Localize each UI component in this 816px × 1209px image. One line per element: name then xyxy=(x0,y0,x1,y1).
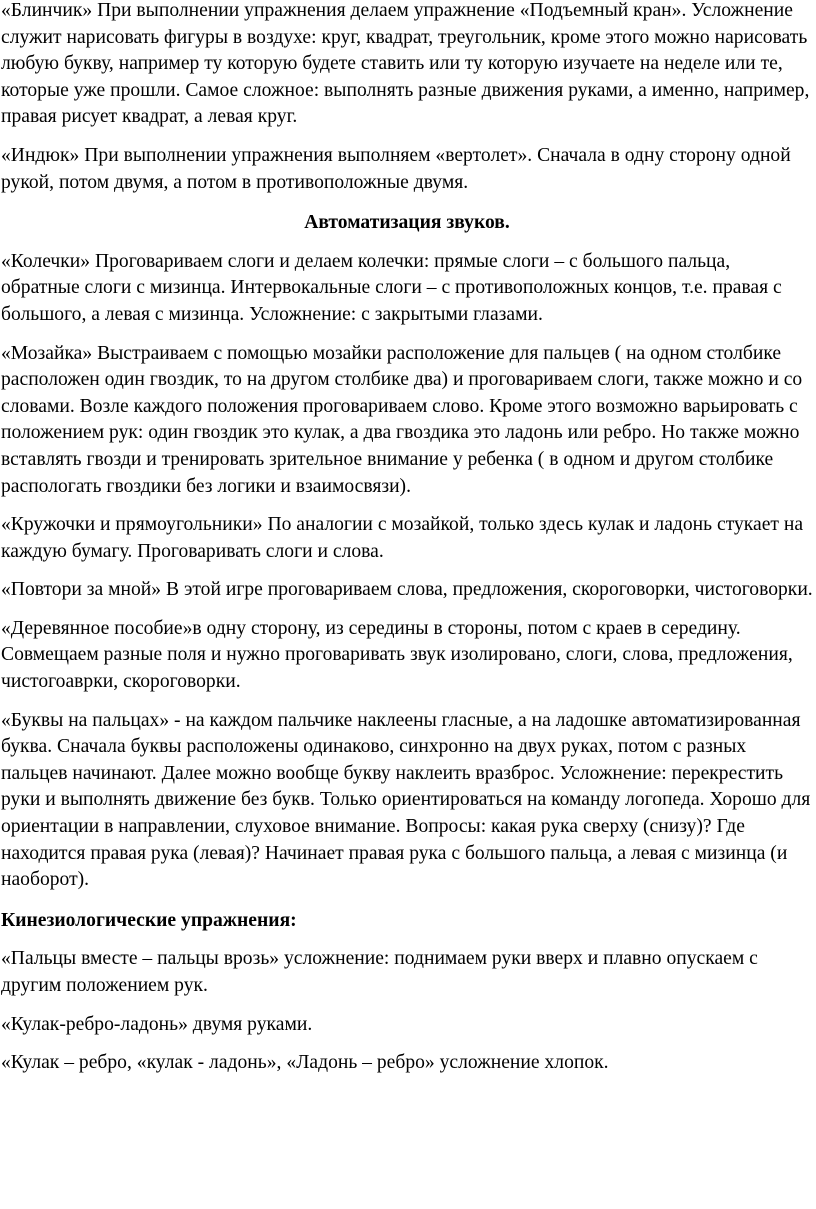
section-heading-kinesiology: Кинезиологические упражнения: xyxy=(1,909,297,931)
paragraph-bukvy: «Буквы на пальцах» - на каждом пальчике наклеены гласные, а на ладошке автоматизированная буква. Сначала буквы расположены одинаково, синхронно на двух руках, потом с разных пальцев начинают. Далее можно вообще букву наклеить вразброс. Усложнение: перекрестить руки и выполнять движение без букв. Только ориентироваться на команду логопеда. Хорошо для ориентации в направлении, слуховое внимание. Вопросы: какая рука сверху (снизу)? Где находится правая рука (левая)? Начинает правая рука с большого пальца, а левая с мизинца (и наоборот). xyxy=(1,709,811,891)
paragraph-indyuk: «Индюк» При выполнении упражнения выполняем «вертолет». Сначала в одну сторону одной рукой, потом двумя, а потом в противоположные двумя. xyxy=(1,144,791,193)
paragraph-kolechki: «Колечки» Проговариваем слоги и делаем колечки: прямые слоги – с большого пальца, обратные слоги с мизинца. Интервокальные слоги – с противоположных концов, т.е. правая с большого, а левая с мизинца. Усложнение: с закрытыми глазами. xyxy=(1,250,782,325)
paragraph-blinchik: «Блинчик» При выполнении упражнения делаем упражнение «Подъемный кран». Усложнение служит нарисовать фигуры в воздухе: круг, квадрат, треугольник, кроме этого можно нарисовать любую букву, например ту которую будете ставить или ту которую изучаете на неделе или те, которые уже прошли. Самое сложное: выполнять разные движения руками, а именно, например, правая рисует квадрат, а левая круг. xyxy=(1,0,810,128)
paragraph-povtori: «Повтори за мной» В этой игре проговариваем слова, предложения, скороговорки, чистоговорки. xyxy=(1,579,813,601)
paragraph-paltsy: «Пальцы вместе – пальцы врозь» усложнение: поднимаем руки вверх и плавно опускаем с другим положением рук. xyxy=(1,948,758,996)
paragraph-derevyannoe: «Деревянное пособие»в одну сторону, из середины в стороны, потом с краев в середину. Совмещаем разные поля и нужно проговаривать звук изолировано, слоги, слова, предложения, чистогоаврки, скороговорки. xyxy=(1,617,793,693)
paragraph-kulak-rebro-ladon: «Кулак-ребро-ладонь» двумя руками. xyxy=(1,1013,313,1035)
paragraph-kruzhochki: «Кружочки и прямоугольники» По аналогии с мозайкой, только здесь кулак и ладонь стукает на каждую бумагу. Проговаривать слоги и слова. xyxy=(1,514,804,562)
paragraph-mozaika: «Мозайка» Выстраиваем с помощью мозайки расположение для пальцев ( на одном столбике расположен один гвоздик, то на другом столбике два) и проговариваем слоги, также можно и со словами. Возле каждого положения проговариваем слово. Кроме этого возможно варьировать с положением рук: один гвоздик это кулак, а два гвоздика это ладонь или ребро. Но также можно вставлять гвозди и тренировать зрительное внимание у ребенка ( в одном и другом столбике распологать гвоздики без логики и взаимосвязи). xyxy=(1,342,803,497)
paragraph-kulak-rebro: «Кулак – ребро, «кулак - ладонь», «Ладонь – ребро» усложнение хлопок. xyxy=(1,1052,609,1074)
section-heading-sound-automation: Автоматизация звуков. xyxy=(304,212,510,234)
